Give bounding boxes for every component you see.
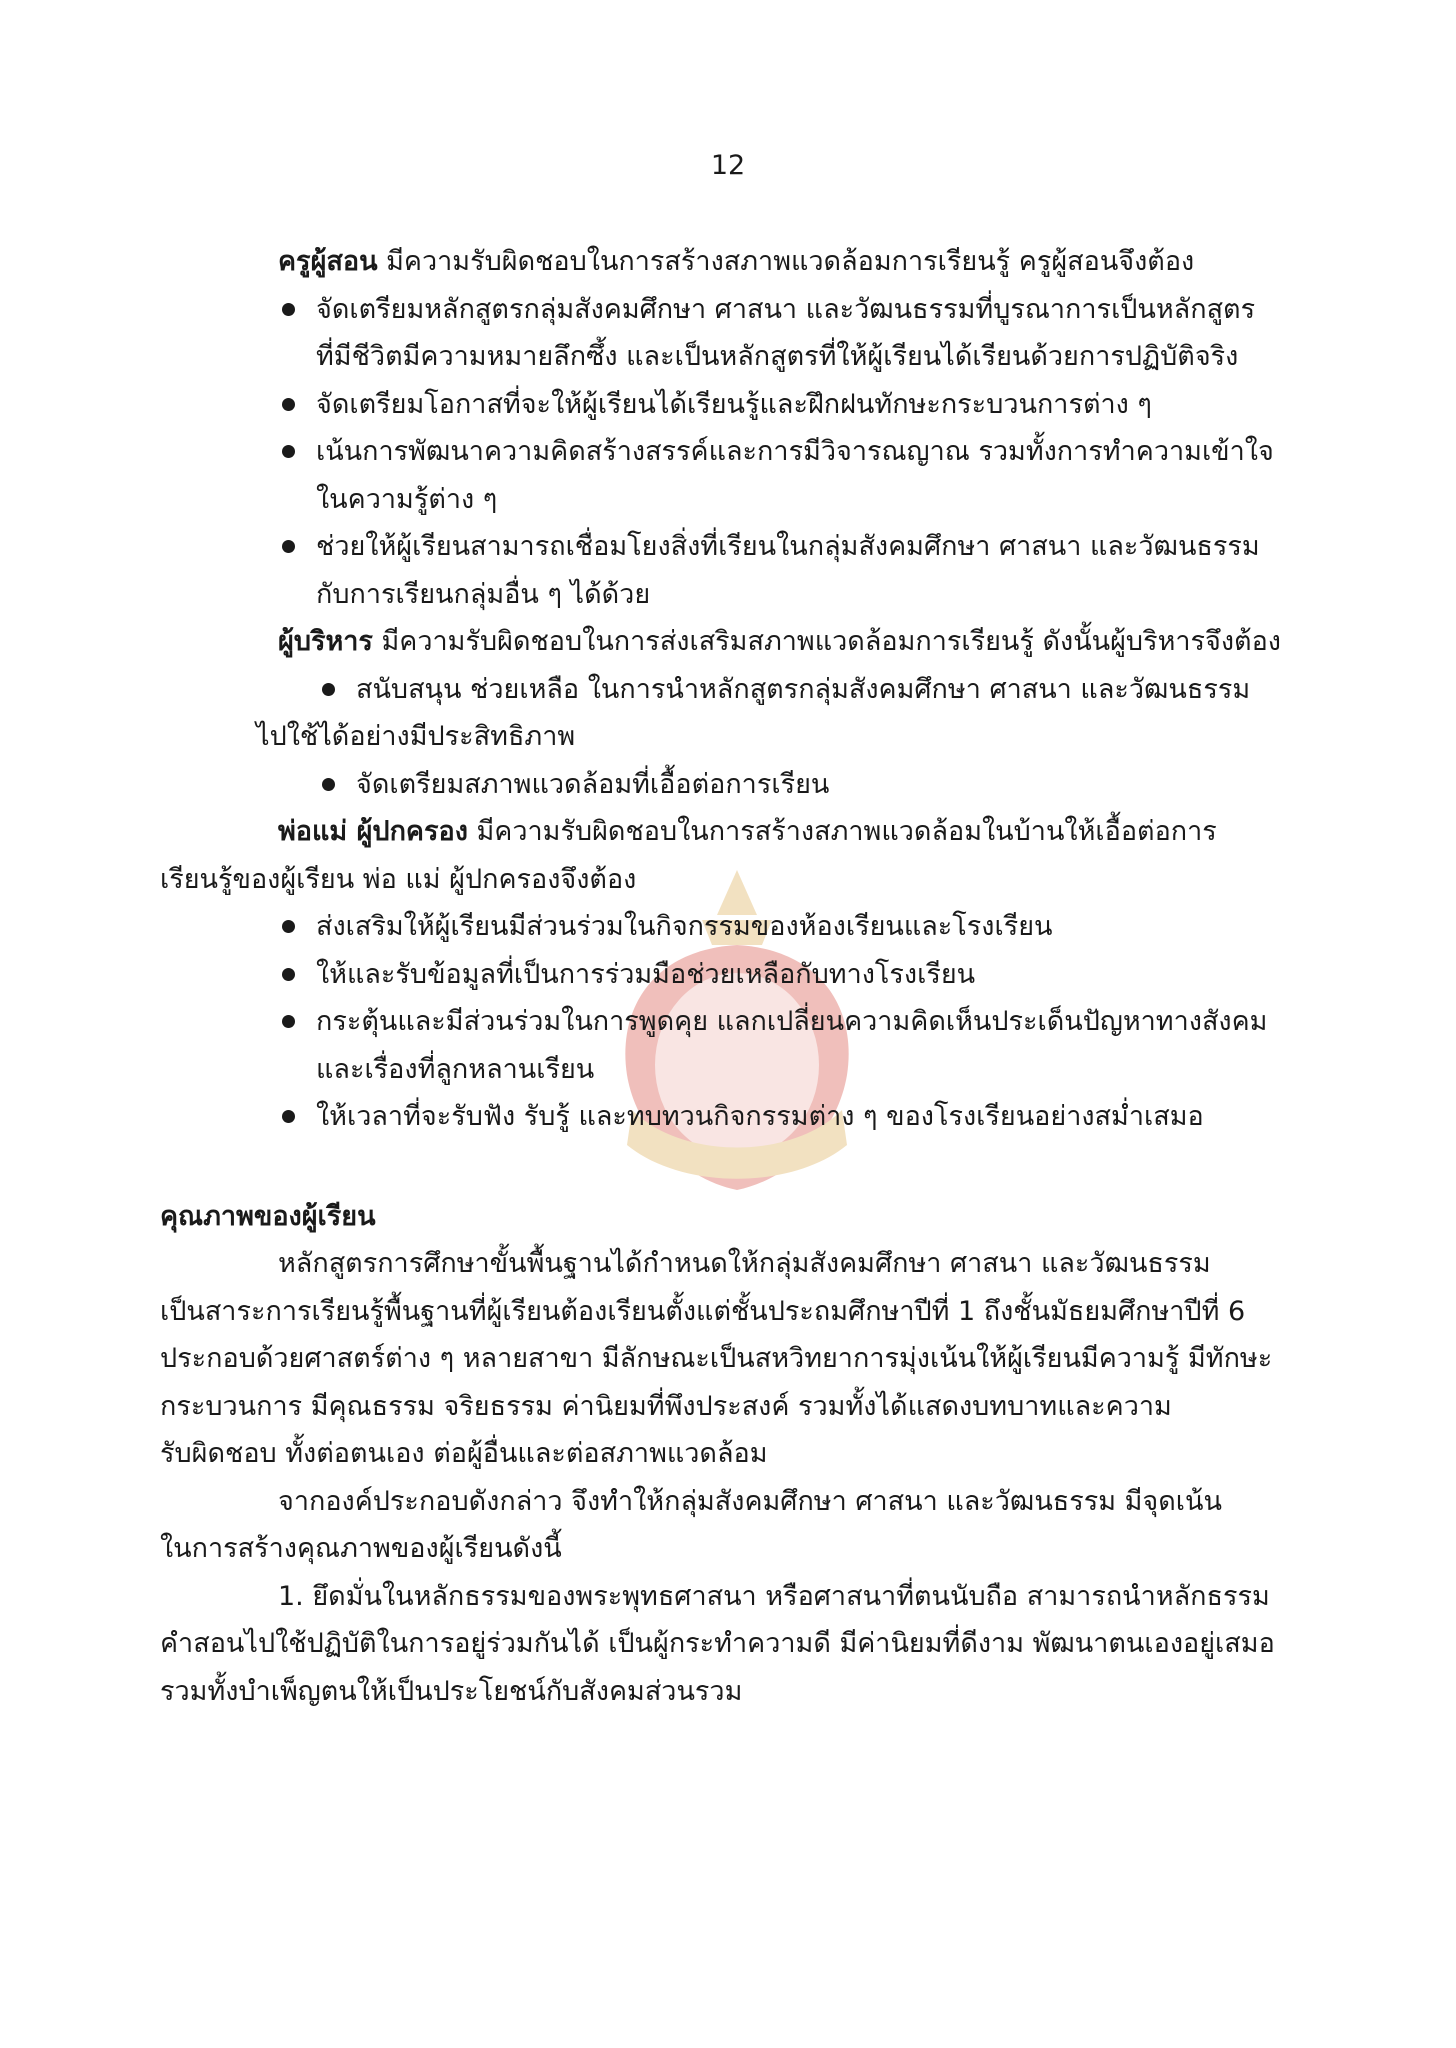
main-content <box>160 238 1300 1715</box>
paragraph-line: กระบวนการ มีคุณธรรม จริยธรรม ค่านิยมที่พึงประสงค์ รวมทั้งได้แสดงบทบาทและความ <box>160 1390 1172 1422</box>
list-item <box>160 381 1300 429</box>
administrators-text: มีความรับผิดชอบในการส่งเสริมสภาพแวดล้อมการเรียนรู้ ดังนั้นผู้บริหารจึงต้อง <box>372 626 1281 657</box>
quality-paragraph-1 <box>160 1240 1300 1478</box>
list-item <box>160 286 1300 381</box>
list-item <box>160 903 1300 951</box>
list-item-line: ให้และรับข้อมูลที่เป็นการร่วมมือช่วยเหลือกับทางโรงเรียน <box>316 958 976 990</box>
teachers-label: ครูผู้สอน <box>278 246 378 277</box>
paragraph-line: คำสอนไปใช้ปฏิบัติในการอยู่ร่วมกันได้ เป็นผู้กระทำความดี มีค่านิยมที่ดีงาม พัฒนาตนเองอยู่เสมอ <box>160 1628 1275 1659</box>
teachers-lead <box>160 238 1300 286</box>
paragraph-line: รวมทั้งบำเพ็ญตนให้เป็นประโยชน์กับสังคมส่วนรวม <box>160 1675 743 1707</box>
bullet-icon <box>282 445 295 458</box>
list-item <box>160 1093 1300 1141</box>
bullet-icon <box>282 920 295 933</box>
quality-item-1 <box>160 1573 1300 1716</box>
list-item <box>160 428 1300 523</box>
list-item-line: เน้นการพัฒนาความคิดสร้างสรรค์และการมีวิจารณญาณ รวมทั้งการทำความเข้าใจ <box>316 436 1274 467</box>
list-item-line: จัดเตรียมสภาพแวดล้อมที่เอื้อต่อการเรียน <box>356 768 830 800</box>
list-item <box>160 998 1300 1093</box>
paragraph-line: ในการสร้างคุณภาพของผู้เรียนดังนี้ <box>160 1533 562 1564</box>
list-item-line: ไปใช้ได้อย่างมีประสิทธิภาพ <box>256 721 576 752</box>
list-item-line: และเรื่องที่ลูกหลานเรียน <box>316 1053 595 1085</box>
bullet-icon <box>282 968 295 981</box>
list-item <box>160 666 1300 761</box>
teachers-text: มีความรับผิดชอบในการสร้างสภาพแวดล้อมการเรียนรู้ ครูผู้สอนจึงต้อง <box>377 246 1195 277</box>
list-item-line: สนับสนุน ช่วยเหลือ ในการนำหลักสูตรกลุ่มสังคมศึกษา ศาสนา และวัฒนธรรม <box>356 673 1251 705</box>
section-heading-quality: คุณภาพของผู้เรียน <box>160 1200 376 1232</box>
list-item-line: ที่มีชีวิตมีความหมายลึกซึ้ง และเป็นหลักสูตรที่ให้ผู้เรียนได้เรียนด้วยการปฏิบัติจริง <box>316 341 1239 372</box>
paragraph-line: เป็นสาระการเรียนรู้พื้นฐานที่ผู้เรียนต้องเรียนตั้งแต่ชั้นประถมศึกษาปีที่ 1 ถึงชั้นมัธยมศึกษาปีที่ 6 <box>160 1295 1246 1327</box>
list-item <box>160 761 1300 809</box>
bullet-icon <box>322 683 335 696</box>
paragraph-line: จากองค์ประกอบดังกล่าว จึงทำให้กลุ่มสังคมศึกษา ศาสนา และวัฒนธรรม มีจุดเน้น <box>278 1485 1222 1517</box>
paragraph-line: ประกอบด้วยศาสตร์ต่าง ๆ หลายสาขา มีลักษณะเป็นสหวิทยาการมุ่งเน้นให้ผู้เรียนมีความรู้ มีทักษะ <box>160 1343 1273 1374</box>
bullet-icon <box>282 398 295 411</box>
list-item-line: กับการเรียนกลุ่มอื่น ๆ ได้ด้วย <box>316 578 651 610</box>
parents-lead-continued: เรียนรู้ของผู้เรียน พ่อ แม่ ผู้ปกครองจึงต้อง <box>160 863 637 895</box>
list-item-line: ช่วยให้ผู้เรียนสามารถเชื่อมโยงสิ่งที่เรียนในกลุ่มสังคมศึกษา ศาสนา และวัฒนธรรม <box>316 531 1260 562</box>
list-item-line: จัดเตรียมโอกาสที่จะให้ผู้เรียนได้เรียนรู้และฝึกฝนทักษะกระบวนการต่าง ๆ <box>316 388 1152 420</box>
teachers-bullets <box>160 286 1300 619</box>
parents-lead <box>160 808 1300 856</box>
bullet-icon <box>282 1110 295 1123</box>
list-item-line: ในความรู้ต่าง ๆ <box>316 483 498 515</box>
list-item-line: จัดเตรียมหลักสูตรกลุ่มสังคมศึกษา ศาสนา และวัฒนธรรมที่บูรณาการเป็นหลักสูตร <box>316 293 1256 325</box>
administrators-lead <box>160 618 1300 666</box>
list-item-line: ส่งเสริมให้ผู้เรียนมีส่วนร่วมในกิจกรรมของห้องเรียนและโรงเรียน <box>316 911 1053 942</box>
parents-label: พ่อแม่ ผู้ปกครอง <box>278 816 468 847</box>
parents-text: มีความรับผิดชอบในการสร้างสภาพแวดล้อมในบ้านให้เอื้อต่อการ <box>467 816 1217 847</box>
paragraph-line: 1. ยึดมั่นในหลักธรรมของพระพุทธศาสนา หรือศาสนาที่ตนนับถือ สามารถนำหลักธรรม <box>278 1580 1270 1612</box>
parents-bullets <box>160 903 1300 1141</box>
list-item-line: กระตุ้นและมีส่วนร่วมในการพูดคุย แลกเปลี่ยนความคิดเห็นประเด็นปัญหาทางสังคม <box>316 1006 1268 1037</box>
administrators-bullets <box>160 666 1300 809</box>
administrators-label: ผู้บริหาร <box>278 626 373 657</box>
paragraph-line: รับผิดชอบ ทั้งต่อตนเอง ต่อผู้อื่นและต่อสภาพแวดล้อม <box>160 1438 768 1469</box>
list-item <box>160 523 1300 618</box>
bullet-icon <box>282 1015 295 1028</box>
page-number: 12 <box>710 150 746 181</box>
list-item-line: ให้เวลาที่จะรับฟัง รับรู้ และทบทวนกิจกรรมต่าง ๆ ของโรงเรียนอย่างสม่ำเสมอ <box>316 1101 1204 1132</box>
list-item <box>160 951 1300 999</box>
bullet-icon <box>282 303 295 316</box>
bullet-icon <box>282 540 295 553</box>
paragraph-line: หลักสูตรการศึกษาขั้นพื้นฐานได้กำหนดให้กลุ่มสังคมศึกษา ศาสนา และวัฒนธรรม <box>278 1248 1211 1279</box>
quality-paragraph-2 <box>160 1478 1300 1573</box>
bullet-icon <box>322 778 335 791</box>
